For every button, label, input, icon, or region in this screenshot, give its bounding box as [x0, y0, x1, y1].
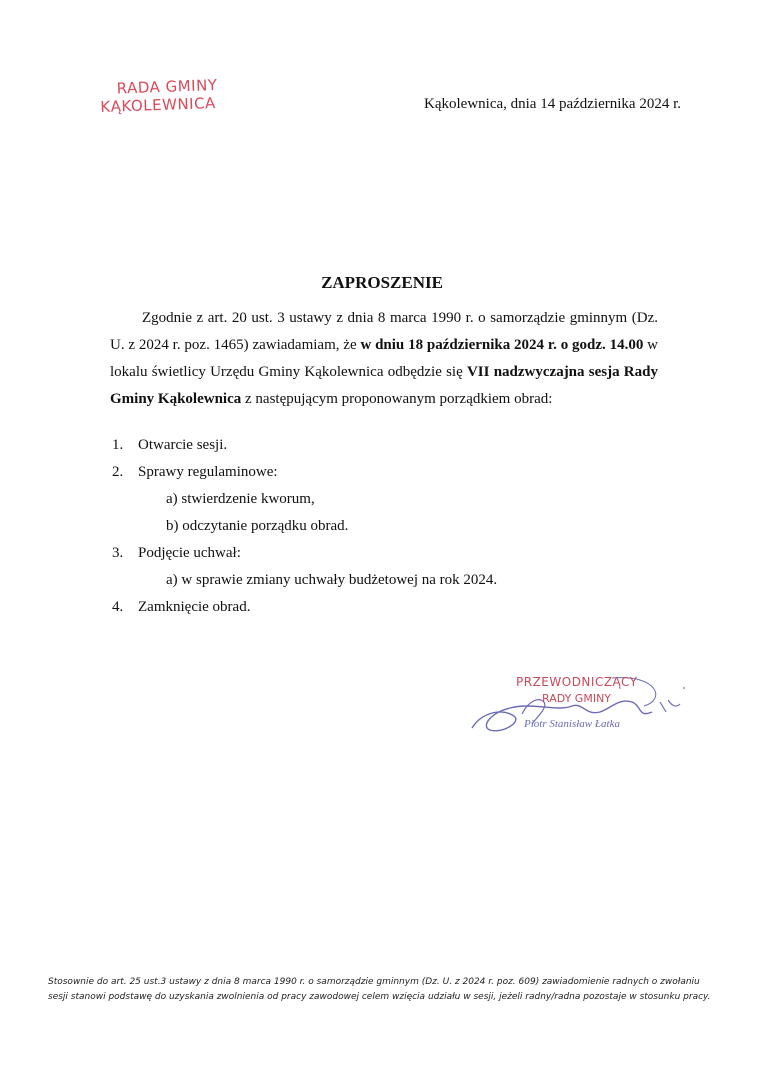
intro-text-1: Zgodnie z art. 20 ust. 3 ustawy z dnia 8 marca 1990 r. o samorządzie gminnym (Dz. U. z 2024 r. poz. 1465) zawiadamiam, że — [110, 310, 658, 353]
agenda-item-number: 2. — [112, 464, 124, 480]
chairman-name: Piotr Stanisław Łatka — [524, 718, 620, 730]
legal-footnote: Stosownie do art. 25 ust.3 ustawy z dnia 8 marca 1990 r. o samorządzie gminnym (Dz. U. z 2024 r. poz. 609) zawiadomienie radnych o zwołaniu sesji stanowi podstawę do uzyskania zwolnienia od pracy zawodowej celem wzięcia udziału w sesji, jeżeli radny/radna pozostaje w stosunku pracy. — [48, 977, 711, 1002]
council-stamp-line1: RADA GMINY — [116, 75, 218, 98]
agenda-subitem: b) odczytanie porządku obrad. — [166, 518, 349, 534]
agenda-list — [110, 432, 610, 621]
agenda-item-text: Otwarcie sesji. — [138, 437, 228, 453]
meeting-date-time: w dniu 18 października 2024 r. o godz. 14.00 — [360, 337, 644, 353]
agenda-item — [110, 459, 610, 540]
agenda-item — [110, 594, 610, 621]
chairman-stamp-line1: PRZEWODNICZĄCY — [516, 675, 638, 689]
agenda-item — [110, 432, 610, 459]
agenda-item-text: Zamknięcie obrad. — [138, 599, 251, 615]
agenda-subitem: a) w sprawie zmiany uchwały budżetowej na rok 2024. — [166, 572, 498, 588]
chairman-signature-block — [462, 672, 692, 742]
intro-text-2: w lokalu świetlicy Urzędu Gminy Kąkolewnica odbędzie się — [110, 337, 658, 380]
agenda-item — [110, 540, 610, 594]
agenda-item-number: 1. — [112, 437, 124, 453]
document-title: ZAPROSZENIE — [321, 273, 443, 292]
agenda-item-text: Sprawy regulaminowe: — [138, 464, 278, 480]
council-stamp-line2: KĄKOLEWNICA — [100, 94, 217, 117]
council-stamp — [99, 76, 218, 116]
session-name: VII nadzwyczajna sesja Rady Gminy Kąkolewnica — [110, 364, 658, 407]
agenda-item-number: 4. — [112, 599, 124, 615]
intro-text-3: z następującym proponowanym porządkiem obrad: — [241, 391, 553, 407]
agenda-subitem: a) stwierdzenie kworum, — [166, 491, 315, 507]
place-and-date: Kąkolewnica, dnia 14 października 2024 r. — [424, 96, 681, 112]
agenda-item-text: Podjęcie uchwał: — [138, 545, 241, 561]
agenda-item-number: 3. — [112, 545, 124, 561]
invitation-paragraph — [110, 305, 658, 413]
chairman-stamp-line2: RADY GMINY — [542, 692, 612, 705]
